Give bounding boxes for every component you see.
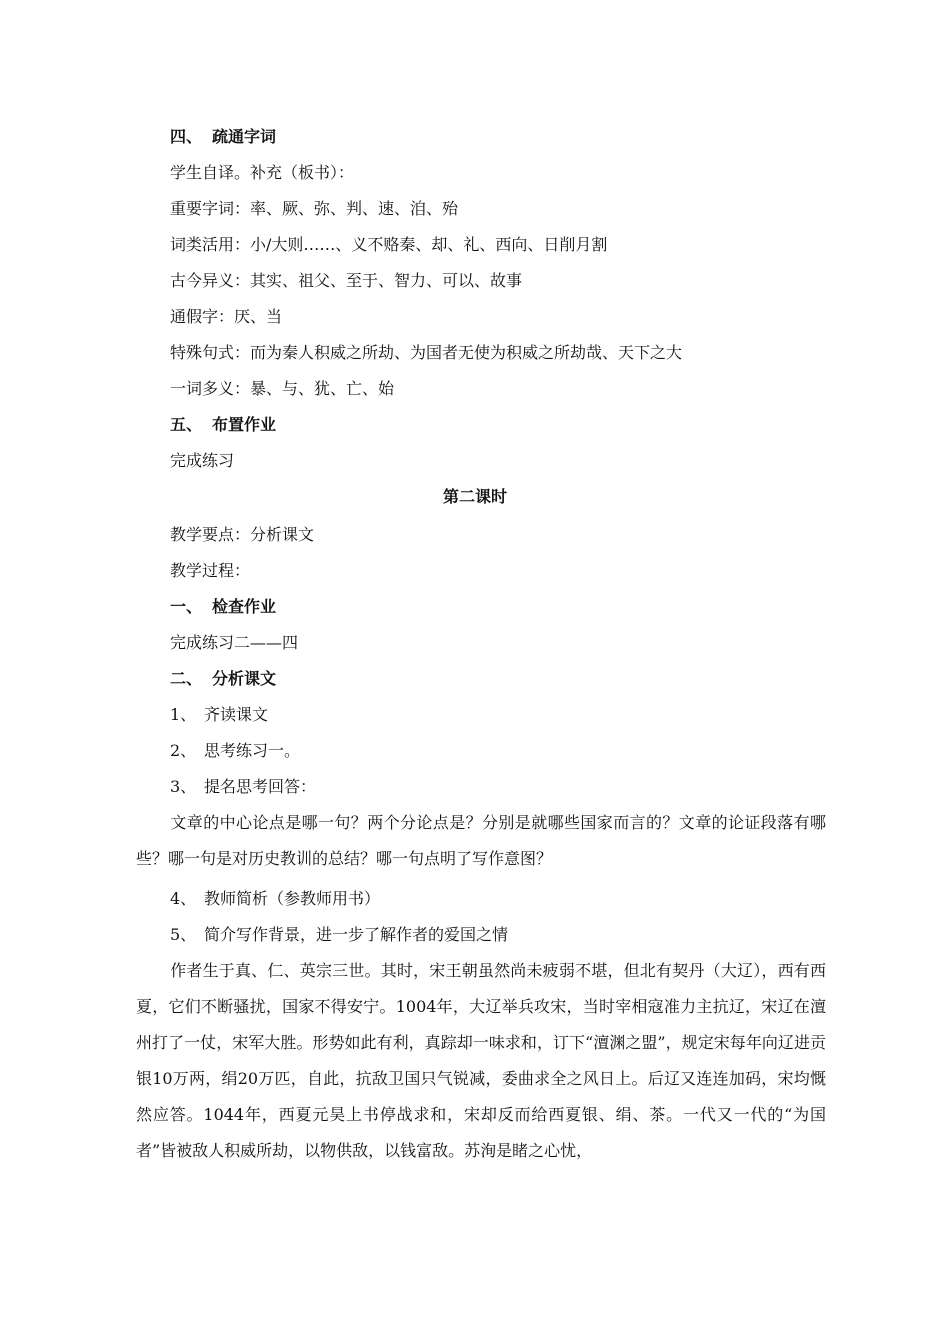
list-item bbox=[170, 741, 300, 761]
section-title: 布置作业 bbox=[212, 415, 277, 434]
process-heading-1 bbox=[170, 597, 276, 617]
section-title: 疏通字词 bbox=[212, 127, 277, 146]
section-title: 检查作业 bbox=[212, 597, 277, 616]
question-paragraph bbox=[136, 805, 826, 877]
section-number: 五、 bbox=[170, 415, 203, 434]
paragraph: 教学过程： bbox=[170, 561, 251, 580]
list-number: 1、 bbox=[170, 705, 197, 724]
section-number: 一、 bbox=[170, 597, 203, 616]
list-text: 齐读课文 bbox=[204, 705, 269, 724]
process-heading-2 bbox=[170, 669, 276, 689]
lesson-title: 第二课时 bbox=[442, 487, 507, 506]
paragraph: 完成练习 bbox=[170, 451, 235, 470]
section-number: 二、 bbox=[170, 669, 203, 688]
list-item: 重要字词：率、厥、弥、判、速、洎、殆 bbox=[170, 199, 459, 218]
list-number: 4、 bbox=[170, 889, 197, 908]
paragraph: 教学要点：分析课文 bbox=[170, 525, 315, 544]
background-paragraph bbox=[136, 953, 826, 1169]
section-heading-5 bbox=[170, 415, 276, 435]
section-title: 分析课文 bbox=[212, 669, 277, 688]
paragraph-text: 文章的中心论点是哪一句？两个分论点是？分别是就哪些国家而言的？文章的论证段落有哪些？哪一句是对历史教训的总结？哪一句点明了写作意图？ bbox=[136, 813, 826, 868]
list-item: 特殊句式：而为秦人积威之所劫、为国者无使为积威之所劫哉、天下之大 bbox=[170, 343, 683, 362]
list-number: 5、 bbox=[170, 925, 197, 944]
paragraph-text: 作者生于真、仁、英宗三世。其时，宋王朝虽然尚未疲弱不堪，但北有契丹（大辽），西有西夏，它们不断骚扰，国家不得安宁。1004年，大辽举兵攻宋，当时宰相寇准力主抗辽，宋辽在澶州打了一仗，宋军大胜。形势如此有利，真踪却一味求和，订下“澶渊之盟”，规定宋每年向辽进贡银10万两，绢20万匹，自此，抗敌卫国只气锐减，委曲求全之风日上。后辽又连连加码，宋均慨然应答。1044年，西夏元昊上书停战求和，宋却反而给西夏银、绢、茶。一代又一代的“为国者”皆被敌人积威所劫，以物供敌，以钱富敌。苏洵是睹之心忧， bbox=[136, 961, 826, 1160]
list-item bbox=[170, 889, 380, 909]
list-item: 古今异义：其实、祖父、至于、智力、可以、故事 bbox=[170, 271, 523, 290]
section-heading-4 bbox=[170, 127, 276, 147]
list-text: 思考练习一。 bbox=[204, 741, 301, 760]
list-text: 教师简析（参教师用书） bbox=[204, 889, 381, 908]
list-item: 词类活用：小/大则……、义不赂秦、却、礼、西向、日削月割 bbox=[170, 235, 608, 254]
list-item bbox=[170, 705, 268, 725]
paragraph: 完成练习二——四 bbox=[170, 633, 299, 652]
list-item: 一词多义：暴、与、犹、亡、始 bbox=[170, 379, 395, 398]
list-text: 提名思考回答： bbox=[204, 777, 317, 796]
paragraph: 学生自译。补充（板书）： bbox=[170, 163, 355, 182]
list-number: 2、 bbox=[170, 741, 197, 760]
section-number: 四、 bbox=[170, 127, 203, 146]
list-number: 3、 bbox=[170, 777, 197, 796]
list-item bbox=[170, 777, 316, 797]
list-item bbox=[170, 925, 508, 945]
list-text: 简介写作背景，进一步了解作者的爱国之情 bbox=[204, 925, 509, 944]
list-item: 通假字：厌、当 bbox=[170, 307, 283, 326]
